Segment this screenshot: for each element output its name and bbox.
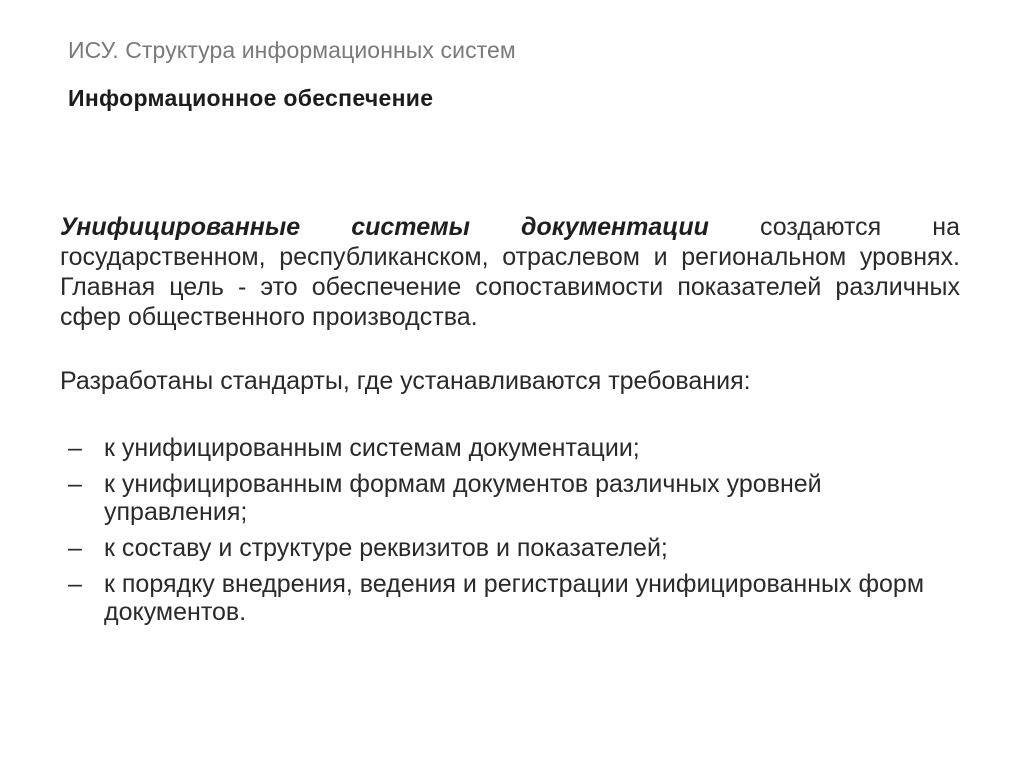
dash-bullet: – <box>68 470 82 498</box>
slide-header-title: ИСУ. Структура информационных систем <box>68 37 516 63</box>
paragraph-emphasis: Унифицированные системы документации <box>60 213 709 241</box>
list-item-text: к порядку внедрения, ведения и регистрации унифицированных форм документов. <box>104 570 925 626</box>
list-item <box>68 434 958 462</box>
list-item-text: к унифицированным формам документов различных уровней управления; <box>104 470 822 526</box>
paragraph-unified-systems <box>60 212 960 332</box>
requirements-list <box>68 434 958 634</box>
list-item <box>68 470 958 526</box>
list-item-text: к составу и структуре реквизитов и показателей; <box>104 534 668 562</box>
section-title: Информационное обеспечение <box>68 85 434 111</box>
list-item <box>68 570 958 626</box>
dash-bullet: – <box>68 534 82 562</box>
dash-bullet: – <box>68 570 82 598</box>
list-item <box>68 534 958 562</box>
dash-bullet: – <box>68 434 82 462</box>
paragraph-standards: Разработаны стандарты, где устанавливаются требования: <box>60 367 751 395</box>
paragraph-body: создаются на государственном, республиканском, отраслевом и региональном уровнях. Главная цель - это обеспечение сопоставимости показателей различных сфер общественного производства. <box>60 213 960 331</box>
list-item-text: к унифицированным системам документации; <box>104 434 640 462</box>
